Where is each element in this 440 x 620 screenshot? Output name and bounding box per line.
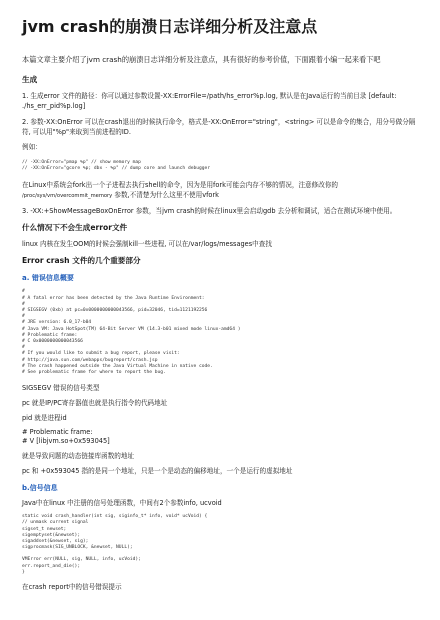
pc-offset-text: pc 和 +0x593045 指的是同一个地址，只是一个是动态的偏移地址，一个是运行的虚拟地址 — [22, 467, 293, 476]
code-line: # — [22, 314, 25, 320]
code-line: // unmask current signal — [22, 520, 89, 526]
example-label: 例如： — [22, 143, 42, 151]
code-line: sigprocmask(SIG_UNBLOCK, &newset, NULL); — [22, 545, 133, 551]
code-line: sigaddset(&newset, sig); — [22, 539, 89, 545]
code-line: VMError err(NULL, sig, NULL, info, ucVoid); — [22, 557, 141, 563]
code-line: sigemptyset(&newset); — [22, 532, 81, 538]
sigsegv-text: SIGSEGV 错误的信号类型 — [22, 384, 100, 393]
code-line: # — [22, 289, 25, 295]
code-block-crash-handler — [22, 514, 418, 576]
code-line: # If you would like to submit a bug report, please visit: — [22, 351, 180, 357]
frame-line: # Problematic frame: — [22, 428, 93, 437]
code-line: // -XX:OnError="gcore %p; dbx - %p" // dump core and launch debugger — [22, 166, 211, 172]
code-block-error-summary — [22, 289, 418, 376]
code-line: static void crash_handler(int sig, siginfo_t* info, void* ucVoid) { — [22, 514, 208, 520]
linux-note-text-end: 参数,不清楚为什么这里不使用vfork — [114, 191, 219, 200]
section-heading-generate: 生成 — [22, 75, 38, 84]
lib-text: 就是导致问题的动态链接库函数的地址 — [22, 452, 135, 461]
paragraph-item2: 2. 参数-XX:OnError 可以在crash退出的时候执行命令，格式是-XX:OnError="string"，<string> 可以是命令的集合，用分号做分隔符, 可以用"%p"来取到当前进程的ID. — [22, 118, 416, 136]
code-line: # The crash happened outside the Java Virtual Machine in native code. — [22, 363, 213, 369]
subheading-signal-info: b.信号信息 — [22, 484, 58, 493]
section-heading-no-file: 什么情况下不会生成error文件 — [22, 223, 128, 233]
code-line: # http://java.sun.com/webapps/bugreport/crash.jsp — [22, 357, 158, 363]
code-line: # JRE version: 6.0_17-b04 — [22, 320, 92, 326]
code-line: # C 0x0000000000043566 — [22, 339, 83, 345]
intro-paragraph: 本篇文章主要介绍了jvm crash的崩溃日志详细分析及注意点，具有很好的参考价值，下面跟着小编一起来看下吧 — [22, 55, 381, 64]
code-line: err.report_and_die(); — [22, 563, 81, 569]
code-line: } — [22, 569, 25, 575]
paragraph-item3: 3. -XX:+ShowMessageBoxOnError 参数，当jvm crash的时候在linux里会启动gdb 去分析和调试，适合在测试环境中使用。 — [22, 207, 397, 216]
subheading-error-summary: a. 错误信息概要 — [22, 274, 74, 283]
code-line: # SIGSEGV (0xb) at pc=0x0000000000043566, pid=32046, tid=1121192256 — [22, 308, 208, 314]
overcommit-path: /proc/sys/vm/overcommit_memory — [22, 193, 113, 200]
paragraph-item1: 1. 生成error 文件的路径：你可以通过参数设置-XX:ErrorFile=/path/hs_error%p.log, 默认是在Java运行的当前目录 [default: ./hs_err_pid%p.log] — [22, 92, 397, 110]
code-line: # A fatal error has been detected by the Java Runtime Environment: — [22, 295, 205, 301]
pid-text: pid 就是进程id — [22, 414, 67, 423]
code-line: // -XX:OnError="pmap %p" // show memory map — [22, 160, 141, 165]
code-line: # — [22, 345, 25, 351]
section-heading-parts: Error crash 文件的几个重要部分 — [22, 256, 141, 266]
code-line: # Java VM: Java HotSpot(TM) 64-Bit Server VM (14.3-b01 mixed mode linux-amd64 ) — [22, 326, 241, 332]
code-block-onerror — [22, 160, 418, 172]
linux-note-text: 在Linux中系统会fork出一个子进程去执行shell的命令，因为是用fork可能会内存不够的情况，注意修改你的 — [22, 181, 339, 190]
problematic-frame — [22, 428, 418, 446]
frame-line: # V [libjvm.so+0x593045] — [22, 437, 110, 446]
code-line: # Problematic frame: — [22, 332, 78, 338]
code-line: # — [22, 301, 25, 307]
code-line: sigset_t newset; — [22, 526, 67, 532]
linux-fork-note — [22, 180, 418, 200]
code-line: # See problematic frame for where to report the bug. — [22, 370, 166, 376]
paragraph-no-file: linux 内核在发生OOM的时候会强制kill一些进程, 可以在/var/logs/messages中查找 — [22, 240, 272, 249]
report-text: 在crash report中的信号错误提示 — [22, 583, 122, 592]
article-title: jvm crash的崩溃日志详细分析及注意点 — [22, 17, 318, 36]
pc-text: pc 就是IP/PC寄存器值也就是执行指令的代码地址 — [22, 399, 168, 408]
java-signal-text: Java中在linux 中注册的信号处理函数，中间有2个参数info, ucvoid — [22, 499, 222, 508]
